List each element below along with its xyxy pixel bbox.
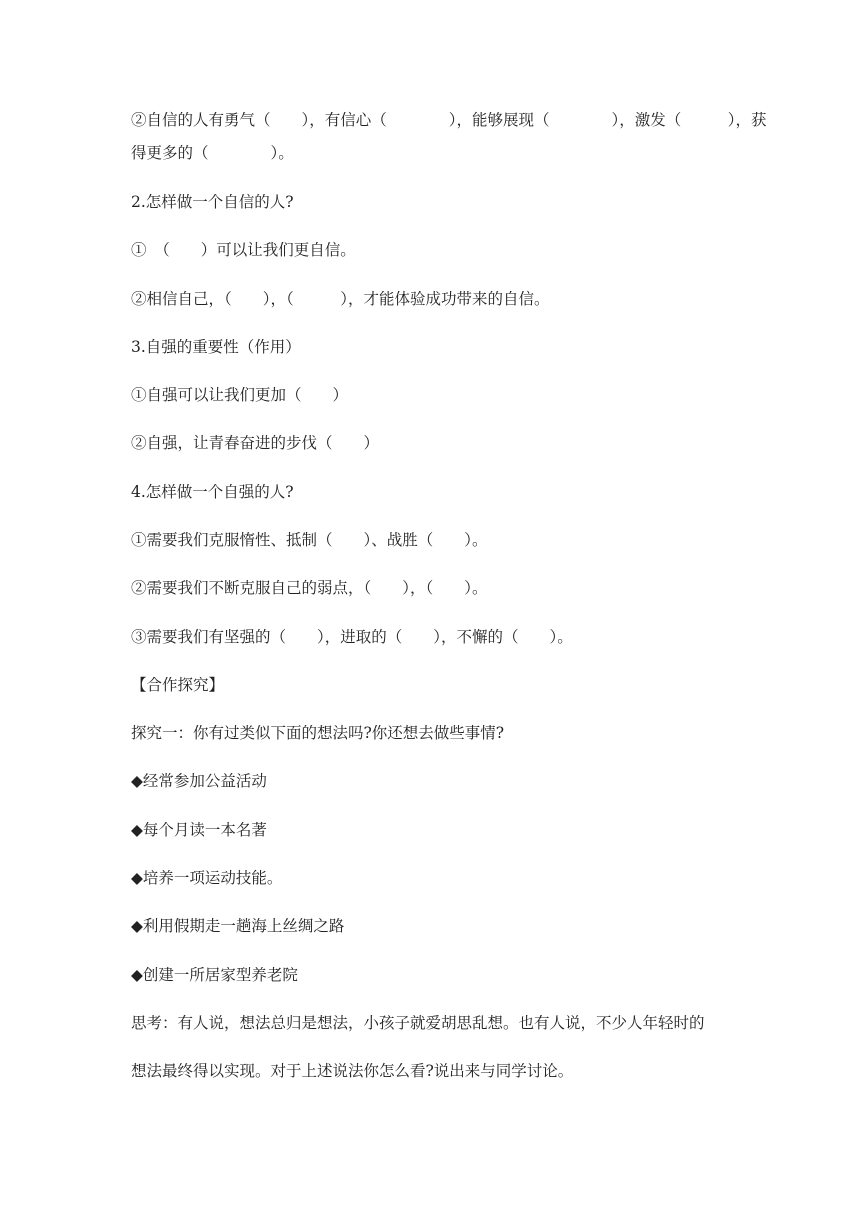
text-line-inquiry-one: 探究一：你有过类似下面的想法吗?你还想去做些事情? [131, 724, 505, 742]
list-item-idea-4: ◆利用假期走一趟海上丝绸之路 [131, 917, 345, 935]
text-line-strong-item-1: ①需要我们克服惰性、抵制（ ）、战胜（ ）。 [131, 531, 488, 549]
heading-how-self-strong: 4.怎样做一个自强的人? [131, 483, 294, 501]
text-line-confidence-item-1: ① （ ）可以让我们更自信。 [131, 241, 356, 259]
text-line-strength-item-1: ①自强可以让我们更加（ ） [131, 386, 349, 404]
text-line-confidence-item-2: ②相信自己，（ ），（ ），才能体验成功带来的自信。 [131, 290, 550, 308]
text-line-confidence-benefits: ②自信的人有勇气（ ），有信心（ ），能够展现（ ），激发（ ），获 [131, 111, 767, 129]
heading-self-strength-importance: 3.自强的重要性（作用） [131, 338, 301, 356]
heading-cooperative-inquiry: 【合作探究】 [131, 676, 225, 694]
text-line-confidence-benefits-cont: 得更多的（ ）。 [131, 144, 294, 162]
text-line-think-cont: 想法最终得以实现。对于上述说法你怎么看?说出来与同学讨论。 [131, 1062, 574, 1080]
text-line-strength-item-2: ②自强，让青春奋进的步伐（ ） [131, 434, 380, 452]
list-item-idea-1: ◆经常参加公益活动 [131, 772, 267, 790]
text-line-strong-item-3: ③需要我们有坚强的（ ），进取的（ ），不懈的（ ）。 [131, 628, 573, 646]
list-item-idea-5: ◆创建一所居家型养老院 [131, 966, 298, 984]
text-line-strong-item-2: ②需要我们不断克服自己的弱点，（ ），（ ）。 [131, 579, 488, 597]
list-item-idea-2: ◆每个月读一本名著 [131, 821, 267, 839]
heading-how-confident: 2.怎样做一个自信的人? [131, 193, 294, 211]
text-line-think: 思考：有人说，想法总归是想法，小孩子就爱胡思乱想。也有人说，不少人年轻时的 [131, 1014, 705, 1032]
list-item-idea-3: ◆培养一项运动技能。 [131, 869, 283, 887]
